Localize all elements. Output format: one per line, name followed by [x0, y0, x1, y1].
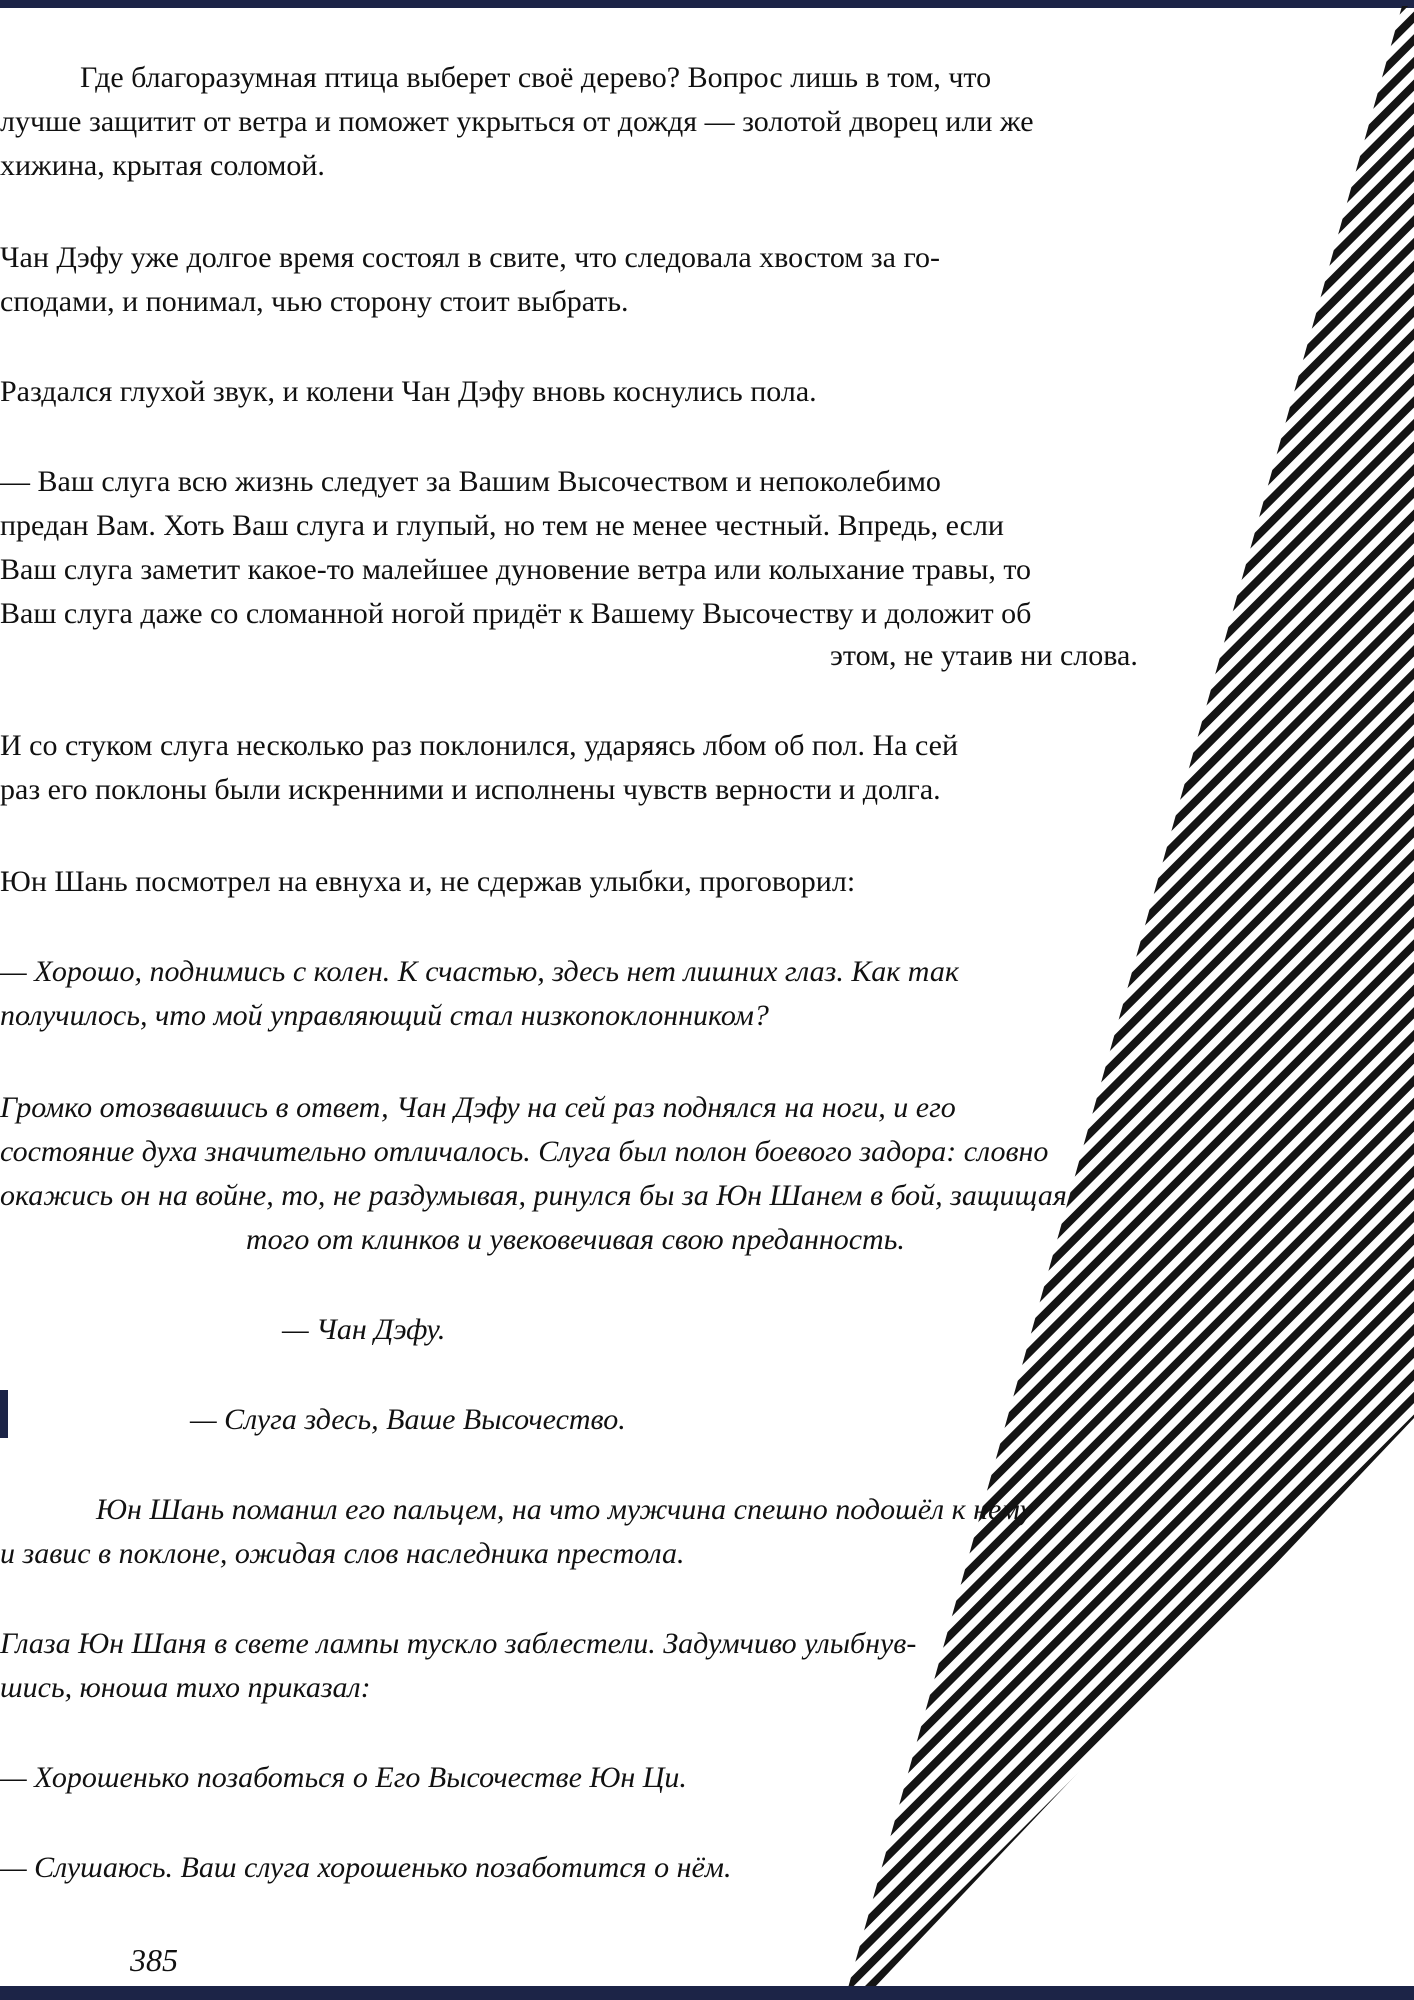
line-3: хижина, крытая соломой.	[0, 149, 325, 182]
bottom-frame-bar	[0, 1986, 1414, 2000]
left-frame-mark	[0, 1390, 8, 1432]
line-16: получилось, что мой управляющий стал низкопоклонником?	[0, 999, 769, 1032]
line-27: — Хорошенько позаботься о Его Высочестве Юн Ци.	[0, 1761, 687, 1794]
line-14: Юн Шань посмотрел на евнуха и, не сдержав улыбки, проговорил:	[0, 865, 856, 898]
line-5: сподами, и понимал, чью сторону стоит выбрать.	[0, 285, 629, 318]
line-17: Громко отозвавшись в ответ, Чан Дэфу на сей раз поднялся на ноги, и его	[0, 1091, 956, 1124]
line-20: того от клинков и увековечивая свою преданность.	[246, 1223, 905, 1256]
line-6: Раздался глухой звук, и колени Чан Дэфу вновь коснулись пола.	[0, 375, 817, 408]
page-number: 385	[130, 1942, 178, 1978]
line-8: предан Вам. Хоть Ваш слуга и глупый, но тем не менее честный. Впредь, если	[0, 509, 1004, 542]
line-7: — Ваш слуга всю жизнь следует за Вашим Высочеством и непоколебимо	[0, 465, 941, 498]
line-9: Ваш слуга заметит какое-то малейшее дуновение ветра или колыхание травы, то	[0, 553, 1032, 586]
line-4: Чан Дэфу уже долгое время состоял в свите, что следовала хвостом за го-	[0, 241, 941, 274]
line-21: — Чан Дэфу.	[282, 1313, 446, 1346]
line-22: — Слуга здесь, Ваше Высочество.	[190, 1403, 626, 1436]
line-19: окажись он на войне, то, не раздумывая, ринулся бы за Юн Шанем в бой, защищая	[0, 1179, 1067, 1212]
line-15: — Хорошо, поднимись с колен. К счастью, здесь нет лишних глаз. Как так	[0, 955, 959, 988]
line-11: этом, не утаив ни слова.	[830, 639, 1138, 672]
line-28: — Слушаюсь. Ваш слуга хорошенько позаботится о нём.	[0, 1851, 732, 1884]
line-18: состояние духа значительно отличалось. Слуга был полон боевого задора: словно	[0, 1135, 1049, 1168]
line-13: раз его поклоны были искренними и исполнены чувств верности и долга.	[0, 773, 941, 806]
line-12: И со стуком слуга несколько раз поклонился, ударяясь лбом об пол. На сей	[0, 729, 958, 762]
line-2: лучше защитит от ветра и поможет укрыться от дождя — золотой дворец или же	[0, 105, 1034, 138]
line-23: Юн Шань поманил его пальцем, на что мужчина спешно подошёл к нему	[96, 1493, 1034, 1526]
line-24: и завис в поклоне, ожидая слов наследника престола.	[0, 1537, 685, 1570]
line-25: Глаза Юн Шаня в свете лампы тускло заблестели. Задумчиво улыбнув-	[0, 1627, 917, 1660]
line-1: Где благоразумная птица выберет своё дерево? Вопрос лишь в том, что	[80, 61, 992, 94]
line-26: шись, юноша тихо приказал:	[0, 1671, 371, 1704]
line-10: Ваш слуга даже со сломанной ногой придёт к Вашему Высочеству и доложит об	[0, 597, 1032, 630]
